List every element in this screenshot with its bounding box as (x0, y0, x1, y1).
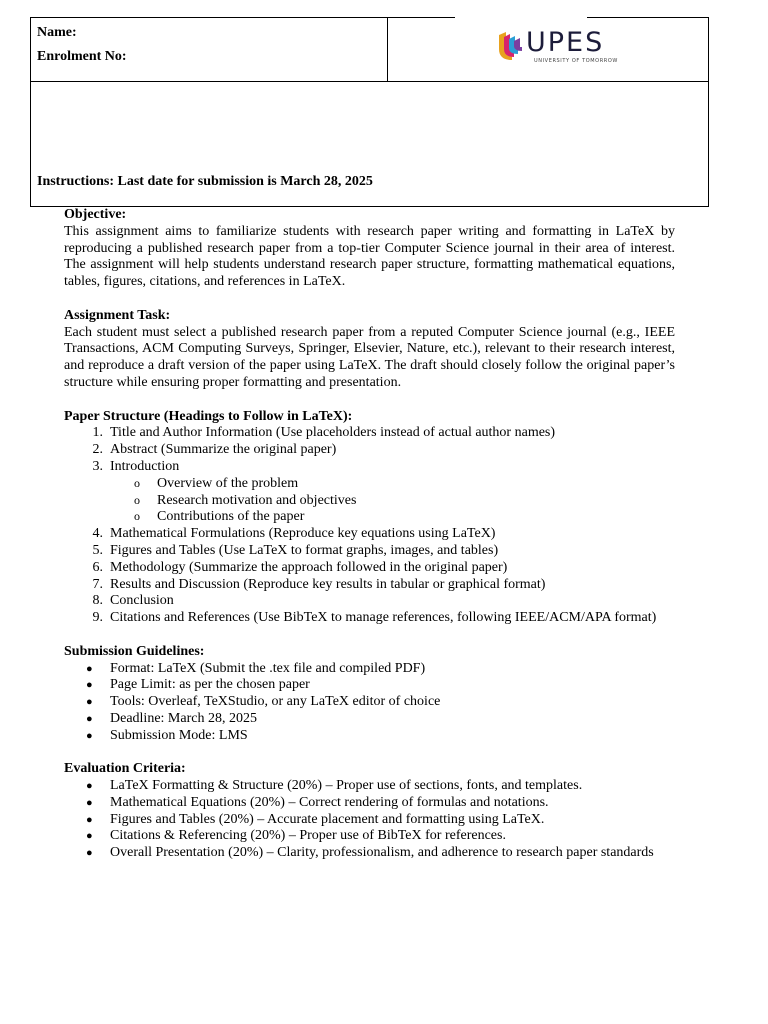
list-item: o Research motivation and objectives (134, 492, 357, 508)
task-section (64, 308, 675, 392)
list-item: 5. Figures and Tables (Use LaTeX to format graphs, images, and tables) (92, 542, 499, 558)
list-item: 4. Mathematical Formulations (Reproduce key equations using LaTeX) (92, 526, 496, 542)
submission-list (64, 661, 675, 745)
logo-tagline: UNIVERSITY OF TOMORROW (534, 58, 618, 64)
list-item: 8. Conclusion (92, 593, 174, 609)
assignment-body (64, 207, 675, 879)
list-item: o Contributions of the paper (134, 509, 305, 525)
objective-heading: Objective: (64, 207, 127, 222)
name-label: Name: (37, 25, 77, 40)
header-table (30, 17, 709, 207)
list-item: ● Deadline: March 28, 2025 (86, 710, 257, 726)
submission-heading: Submission Guidelines: (64, 643, 205, 659)
list-item: 7. Results and Discussion (Reproduce key results in tabular or graphical format) (92, 576, 546, 592)
submission-section (64, 644, 675, 745)
list-item: ● Citations & Referencing (20%) – Proper use of BibTeX for references. (86, 828, 506, 844)
list-item: ● Submission Mode: LMS (86, 727, 248, 743)
structure-section (64, 409, 675, 627)
list-item: ● Overall Presentation (20%) – Clarity, professionalism, and adherence to research paper standards (86, 845, 654, 861)
list-item: 9. Citations and References (Use BibTeX to manage references, following IEEE/ACM/APA format) (92, 610, 657, 626)
evaluation-list (64, 778, 675, 862)
logo-cell (388, 18, 708, 81)
header-row (31, 18, 708, 82)
border-gap (455, 12, 587, 20)
instructions-text: Instructions: Last date for submission is March 28, 2025 (37, 174, 373, 189)
list-item: ● Page Limit: as per the chosen paper (86, 677, 310, 693)
enrolment-label: Enrolment No: (37, 49, 127, 64)
evaluation-section (64, 761, 675, 862)
list-item: 1. Title and Author Information (Use placeholders instead of actual author names) (92, 425, 556, 441)
list-item: o Overview of the problem (134, 475, 299, 491)
evaluation-heading: Evaluation Criteria: (64, 761, 186, 777)
list-item: ● Format: LaTeX (Submit the .tex file and compiled PDF) (86, 660, 426, 676)
structure-list (64, 425, 675, 627)
list-item: ● Mathematical Equations (20%) – Correct rendering of formulas and notations. (86, 794, 549, 810)
task-heading: Assignment Task: (64, 307, 171, 323)
objective-section (64, 207, 675, 291)
intro-sublist (64, 476, 675, 526)
task-text: Each student must select a published research paper from a reputed Computer Science journal (e.g., IEEE Transactions, ACM Computing Surveys, Springer, Elsevier, Nature, etc.), relevant to their research interest, and reproduce a draft version of the paper using LaTeX. The draft should closely follow the original paper’s structure while ensuring proper formatting and presentation. (64, 324, 675, 390)
list-item: ● Figures and Tables (20%) – Accurate placement and formatting using LaTeX. (86, 811, 545, 827)
list-item: 6. Methodology (Summarize the approach followed in the original paper) (92, 559, 508, 575)
logo-text: UPES (526, 27, 605, 58)
objective-text: This assignment aims to familiarize students with research paper writing and formatting in LaTeX by reproducing a published research paper from a top-tier Computer Science journal in their area of interest. The assignment will help students understand research paper structure, formatting mathematical equations, tables, figures, citations, and references in LaTeX. (64, 223, 675, 290)
list-item: 2. Abstract (Summarize the original paper) (92, 442, 337, 458)
upes-logo (496, 27, 618, 64)
structure-heading: Paper Structure (Headings to Follow in LaTeX): (64, 408, 353, 424)
list-item: ● Tools: Overleaf, TeXStudio, or any LaTeX editor of choice (86, 694, 441, 710)
upes-logo-mark-icon (496, 29, 524, 61)
list-item: 3. Introduction o Overview of the problem o Research motivation and objectives o Contributions of the paper (64, 459, 675, 526)
student-info-cell (31, 18, 388, 81)
list-item: ● LaTeX Formatting & Structure (20%) – Proper use of sections, fonts, and templates. (86, 778, 583, 794)
